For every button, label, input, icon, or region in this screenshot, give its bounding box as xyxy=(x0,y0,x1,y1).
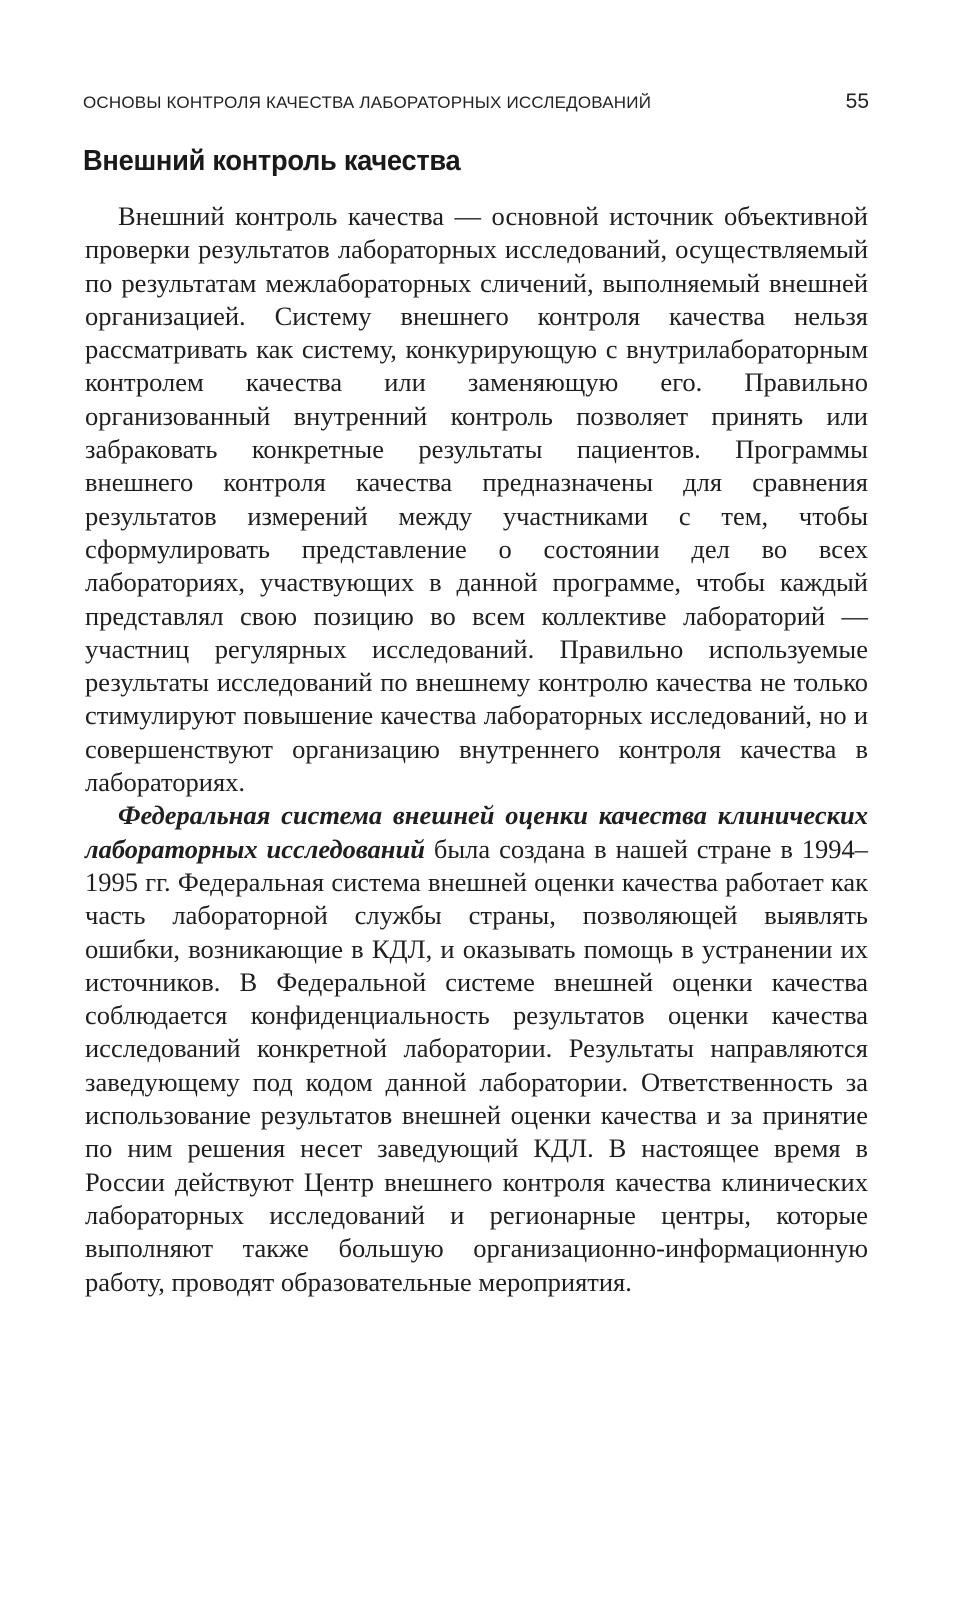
paragraph-1 xyxy=(85,200,868,799)
paragraph-2-text: была создана в нашей стране в 1994–1995 гг. Федеральная система внешней оценки качества работает как часть лабораторной службы страны, позволяющей выявлять ошибки, возникающие в КДЛ, и оказывать помощь в устранении их источников. В Федеральной системе внешней оценки качества соблюдается конфиденциальность результатов оценки качества исследований конкретной лаборатории. Результаты направляются заведующему под кодом данной лаборатории. Ответственность за использование результатов внешней оценки качества и за принятие по ним решения несет заведующий КДЛ. В настоящее время в России действуют Центр внешнего контроля качества клинических лабораторных исследований и регионарные центры, которые выполняют также большую организационно-информационную работу, проводят образовательные мероприятия. xyxy=(85,833,869,1297)
page-number: 55 xyxy=(845,90,869,113)
section-heading: Внешний контроль качества xyxy=(83,145,461,177)
paragraph-1-text: Внешний контроль качества — основной источник объективной проверки результатов лабораторных исследований, осуществляемый по результатам межлабораторных сличений, выполняемый внешней организацией. Систему внешнего контроля качества нельзя рассматривать как систему, конкурирующую с внутрилабораторным контролем качества или заменяющую его. Правильно организованный внутренний контроль позволяет принять или забраковать конкретные результаты пациентов. Программы внешнего контроля качества предназначены для сравнения результатов измерений между участниками с тем, чтобы сформулировать представление о состоянии дел во всех лабораториях, участвующих в данной программе, чтобы каждый представлял свою позицию во всем коллективе лабораторий — участниц регулярных исследований. Правильно используемые результаты исследований по внешнему контролю качества не только стимулируют повышение качества лабораторных исследований, но и совершенствуют организацию внутреннего контроля качества в лабораториях. xyxy=(85,201,868,798)
paragraph-2-term: Федеральная система внешней оценки качества клинических лабораторных исследований xyxy=(85,800,868,864)
running-header xyxy=(83,90,869,120)
body-text xyxy=(85,200,868,1299)
paragraph-2 xyxy=(85,799,868,1298)
running-title: ОСНОВЫ КОНТРОЛЯ КАЧЕСТВА ЛАБОРАТОРНЫХ ИССЛЕДОВАНИЙ xyxy=(83,93,652,112)
